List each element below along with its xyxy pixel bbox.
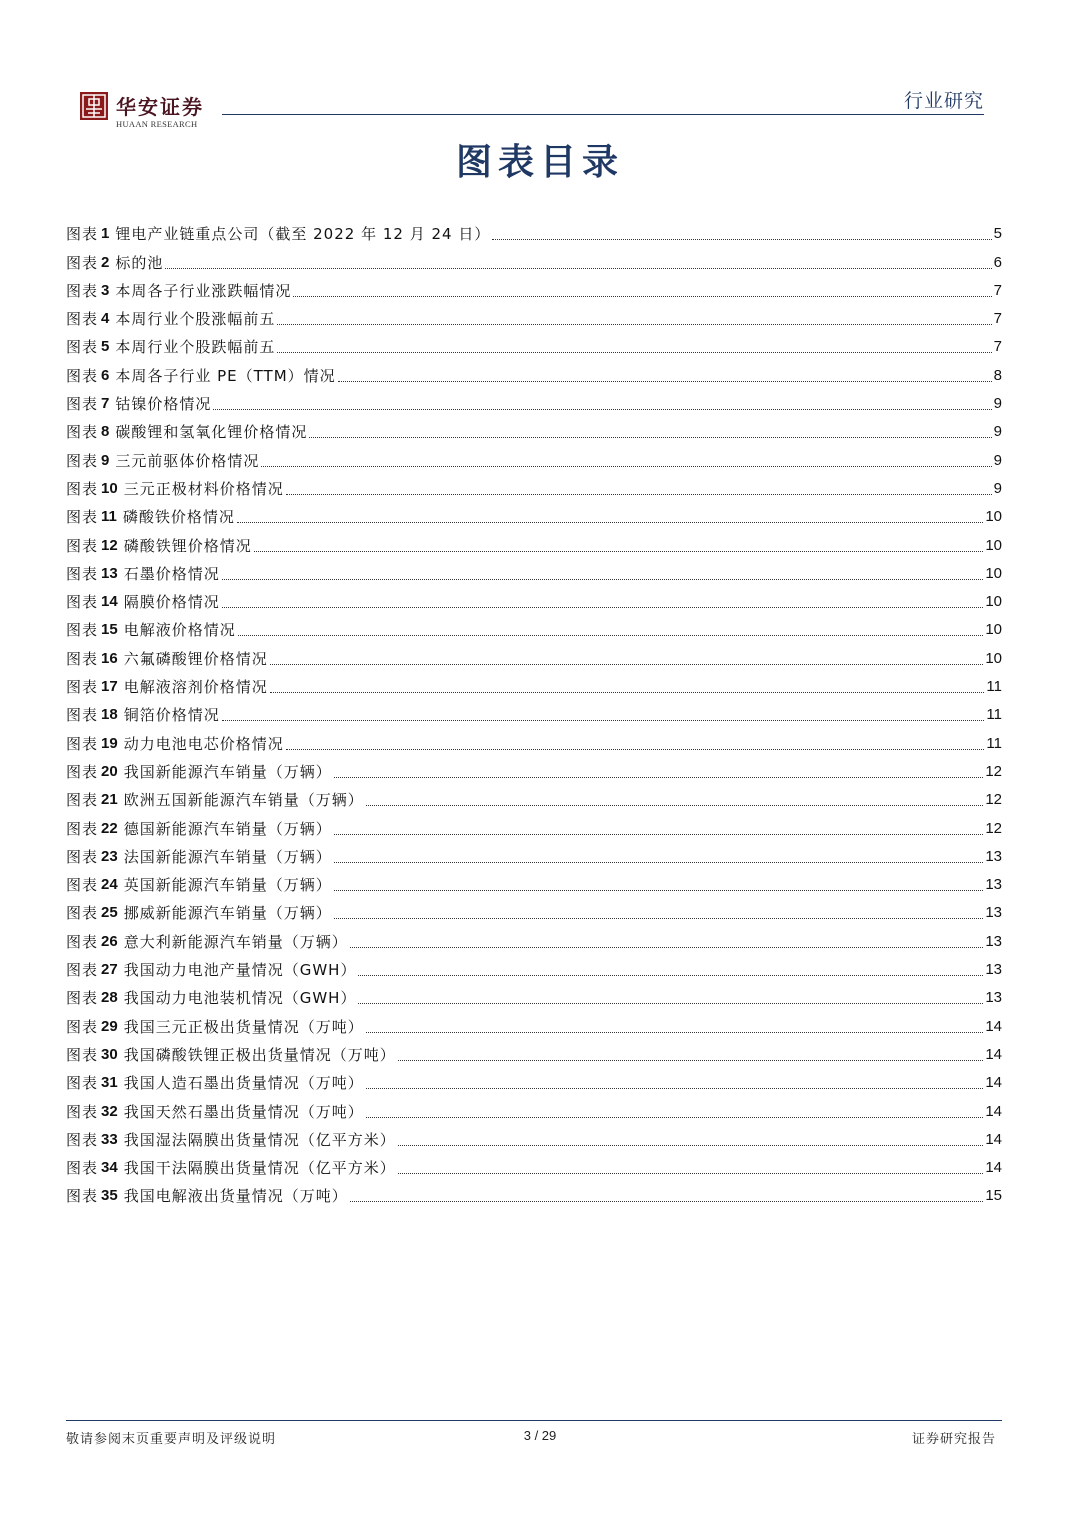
logo-text-cn: 华安证券 (116, 95, 204, 119)
toc-entry-label: 图表 (66, 762, 99, 781)
toc-entry-number: 26 (101, 932, 118, 950)
toc-entry-number: 25 (101, 904, 118, 922)
footer-divider (66, 1420, 1002, 1421)
toc-entry[interactable] (66, 867, 1002, 895)
toc-entry-title: 我国新能源汽车销量（万辆） (123, 762, 332, 781)
toc-entry-number: 8 (101, 423, 110, 441)
toc-entry-page: 6 (993, 253, 1002, 271)
toc-entry-page: 7 (993, 338, 1002, 356)
toc-entry-title: 石墨价格情况 (123, 564, 220, 583)
toc-dot-leader (350, 1200, 984, 1202)
toc-entry[interactable] (66, 1037, 1002, 1065)
toc-entry-page: 12 (985, 819, 1002, 837)
toc-entry-number: 6 (101, 366, 110, 384)
toc-entry[interactable] (66, 1122, 1002, 1150)
toc-entry[interactable] (66, 754, 1002, 782)
toc-dot-leader (261, 465, 991, 467)
toc-dot-leader (277, 323, 991, 325)
toc-dot-leader (237, 521, 983, 523)
toc-entry[interactable] (66, 612, 1002, 640)
toc-entry[interactable] (66, 1008, 1002, 1036)
toc-entry-title: 碳酸锂和氢氧化锂价格情况 (115, 423, 308, 442)
toc-entry-title: 我国动力电池产量情况（GWH） (123, 961, 357, 980)
toc-entry[interactable] (66, 414, 1002, 442)
toc-entry-label: 图表 (66, 338, 99, 357)
toc-entry-page: 9 (993, 479, 1002, 497)
toc-entry-title: 我国人造石墨出货量情况（万吨） (123, 1074, 364, 1093)
toc-dot-leader (334, 917, 984, 919)
toc-entry-number: 33 (101, 1130, 118, 1148)
logo-text-en: HUAAN RESEARCH (116, 119, 198, 129)
toc-entry-page: 15 (985, 1187, 1002, 1205)
toc-entry-title: 三元前驱体价格情况 (115, 451, 260, 470)
toc-entry-page: 5 (993, 225, 1002, 243)
toc-entry-title: 电解液价格情况 (123, 621, 236, 640)
toc-entry-label: 图表 (66, 847, 99, 866)
report-type-label: 行业研究 (903, 90, 984, 112)
page-header (0, 0, 1080, 130)
toc-entry-label: 图表 (66, 1017, 99, 1036)
toc-dot-leader (334, 776, 984, 778)
toc-entry-title: 标的池 (115, 253, 164, 272)
toc-entry-number: 21 (101, 791, 118, 809)
toc-entry-label: 图表 (66, 593, 99, 612)
toc-entry-page: 7 (993, 310, 1002, 328)
toc-entry-label: 图表 (66, 536, 99, 555)
toc-entry-label: 图表 (66, 989, 99, 1008)
toc-entry[interactable] (66, 640, 1002, 668)
toc-entry-number: 14 (101, 593, 118, 611)
toc-entry-number: 5 (101, 338, 110, 356)
toc-entry[interactable] (66, 697, 1002, 725)
toc-entry-page: 11 (986, 706, 1002, 724)
toc-entry-page: 10 (985, 536, 1002, 554)
toc-entry-page: 7 (993, 281, 1002, 299)
toc-entry[interactable] (66, 1093, 1002, 1121)
toc-entry-page: 11 (986, 734, 1002, 752)
toc-entry-title: 三元正极材料价格情况 (123, 479, 284, 498)
toc-entry-number: 12 (101, 536, 118, 554)
toc-dot-leader (398, 1172, 984, 1174)
toc-dot-leader (366, 1087, 984, 1089)
toc-dot-leader (358, 974, 983, 976)
toc-entry-page: 14 (985, 1159, 1002, 1177)
toc-dot-leader (334, 861, 984, 863)
toc-entry-label: 图表 (66, 366, 99, 385)
toc-dot-leader (492, 238, 991, 240)
toc-entry[interactable] (66, 329, 1002, 357)
toc-entry-page: 14 (985, 1074, 1002, 1092)
toc-dot-leader (286, 748, 985, 750)
toc-entry[interactable] (66, 499, 1002, 527)
toc-dot-leader (358, 1002, 983, 1004)
toc-dot-leader (165, 267, 991, 269)
toc-entry[interactable] (66, 895, 1002, 923)
toc-entry-page: 12 (985, 791, 1002, 809)
footer-report-type: 证券研究报告 (911, 1432, 996, 1447)
toc-entry-title: 我国湿法隔膜出货量情况（亿平方米） (123, 1130, 396, 1149)
toc-entry-page: 12 (985, 762, 1002, 780)
toc-entry-label: 图表 (66, 1130, 99, 1149)
toc-entry-page: 11 (986, 678, 1002, 696)
toc-entry-label: 图表 (66, 479, 99, 498)
toc-entry-label: 图表 (66, 310, 99, 329)
toc-entry-title: 六氟磷酸锂价格情况 (123, 649, 268, 668)
footer-disclaimer: 敬请参阅末页重要声明及评级说明 (66, 1432, 277, 1447)
toc-entry[interactable] (66, 725, 1002, 753)
toc-entry-title: 本周行业个股跌幅前五 (115, 338, 276, 357)
toc-entry-number: 3 (101, 281, 110, 299)
toc-entry-label: 图表 (66, 961, 99, 980)
toc-entry-label: 图表 (66, 678, 99, 697)
toc-dot-leader (334, 889, 984, 891)
toc-entry-page: 10 (985, 621, 1002, 639)
toc-entry[interactable] (66, 386, 1002, 414)
toc-dot-leader (222, 578, 984, 580)
toc-entry-number: 13 (101, 564, 118, 582)
toc-entry[interactable] (66, 1178, 1002, 1206)
toc-entry-page: 10 (985, 649, 1002, 667)
toc-entry-title: 磷酸铁锂价格情况 (123, 536, 252, 555)
toc-entry[interactable] (66, 556, 1002, 584)
toc-entry[interactable] (66, 584, 1002, 612)
toc-entry-title: 我国天然石墨出货量情况（万吨） (123, 1102, 364, 1121)
toc-entry-title: 法国新能源汽车销量（万辆） (123, 847, 332, 866)
toc-entry-page: 9 (993, 423, 1002, 441)
toc-entry-number: 11 (101, 508, 117, 526)
toc-entry[interactable] (66, 301, 1002, 329)
huaan-logo-icon (80, 92, 108, 120)
toc-entry-number: 1 (101, 225, 110, 243)
toc-entry-label: 图表 (66, 932, 99, 951)
toc-entry-title: 本周行业个股涨幅前五 (115, 310, 276, 329)
toc-entry-number: 30 (101, 1045, 118, 1063)
toc-entry-label: 图表 (66, 564, 99, 583)
toc-entry-label: 图表 (66, 819, 99, 838)
toc-dot-leader (254, 550, 984, 552)
toc-entry-page: 10 (985, 593, 1002, 611)
toc-entry-label: 图表 (66, 791, 99, 810)
toc-entry-number: 27 (101, 961, 118, 979)
toc-entry-page: 14 (985, 1102, 1002, 1120)
toc-dot-leader (398, 1059, 984, 1061)
toc-dot-leader (213, 408, 991, 410)
toc-entry[interactable] (66, 952, 1002, 980)
page-title: 图表目录 (455, 141, 624, 183)
toc-dot-leader (222, 719, 985, 721)
toc-entry-number: 15 (101, 621, 118, 639)
toc-entry-number: 31 (101, 1074, 118, 1092)
toc-entry-label: 图表 (66, 423, 99, 442)
toc-entry[interactable] (66, 669, 1002, 697)
toc-dot-leader (366, 1116, 984, 1118)
toc-entry-title: 锂电产业链重点公司（截至 2022 年 12 月 24 日） (115, 225, 491, 244)
toc-entry-page: 9 (993, 395, 1002, 413)
toc-entry-title: 磷酸铁价格情况 (122, 508, 235, 527)
toc-entry[interactable] (66, 923, 1002, 951)
toc-entry-label: 图表 (66, 1187, 99, 1206)
toc-entry-number: 18 (101, 706, 118, 724)
toc-entry-title: 德国新能源汽车销量（万辆） (123, 819, 332, 838)
toc-dot-leader (270, 691, 985, 693)
toc-entry-number: 20 (101, 762, 118, 780)
toc-entry-label: 图表 (66, 706, 99, 725)
toc-entry[interactable] (66, 273, 1002, 301)
figure-toc-list (66, 216, 1002, 1206)
toc-entry-page: 13 (985, 904, 1002, 922)
toc-entry-title: 我国干法隔膜出货量情况（亿平方米） (123, 1159, 396, 1178)
toc-entry-label: 图表 (66, 1102, 99, 1121)
toc-entry-page: 14 (985, 1130, 1002, 1148)
toc-entry[interactable] (66, 471, 1002, 499)
toc-entry-label: 图表 (66, 1159, 99, 1178)
toc-entry-title: 我国三元正极出货量情况（万吨） (123, 1017, 364, 1036)
toc-entry-number: 16 (101, 649, 118, 667)
toc-entry-label: 图表 (66, 225, 99, 244)
toc-dot-leader (277, 351, 991, 353)
toc-entry-page: 8 (993, 366, 1002, 384)
toc-entry[interactable] (66, 1065, 1002, 1093)
toc-entry[interactable] (66, 216, 1002, 244)
toc-entry-title: 挪威新能源汽车销量（万辆） (123, 904, 332, 923)
toc-entry-title: 我国磷酸铁锂正极出货量情况（万吨） (123, 1045, 396, 1064)
toc-dot-leader (286, 493, 992, 495)
toc-entry[interactable] (66, 839, 1002, 867)
toc-entry-page: 14 (985, 1045, 1002, 1063)
toc-dot-leader (366, 1031, 984, 1033)
toc-dot-leader (366, 804, 984, 806)
toc-entry[interactable] (66, 810, 1002, 838)
toc-entry-label: 图表 (66, 1045, 99, 1064)
toc-dot-leader (334, 833, 984, 835)
toc-entry-label: 图表 (66, 649, 99, 668)
toc-entry-page: 9 (993, 451, 1002, 469)
toc-dot-leader (309, 436, 991, 438)
toc-dot-leader (222, 606, 984, 608)
toc-entry-number: 7 (101, 395, 110, 413)
toc-entry-number: 24 (101, 876, 118, 894)
toc-entry-page: 10 (985, 564, 1002, 582)
toc-entry-number: 2 (101, 253, 110, 271)
toc-entry-label: 图表 (66, 395, 99, 414)
toc-entry-page: 10 (985, 508, 1002, 526)
toc-entry-title: 本周各子行业涨跌幅情况 (115, 281, 292, 300)
toc-dot-leader (293, 295, 991, 297)
toc-dot-leader (398, 1144, 984, 1146)
toc-entry[interactable] (66, 442, 1002, 470)
toc-entry-label: 图表 (66, 253, 99, 272)
toc-entry-number: 35 (101, 1187, 118, 1205)
toc-entry-label: 图表 (66, 451, 99, 470)
toc-entry-label: 图表 (66, 904, 99, 923)
toc-entry-number: 10 (101, 479, 118, 497)
toc-entry-number: 32 (101, 1102, 118, 1120)
toc-dot-leader (338, 380, 992, 382)
toc-entry-title: 隔膜价格情况 (123, 593, 220, 612)
toc-entry[interactable] (66, 244, 1002, 272)
toc-entry-number: 22 (101, 819, 118, 837)
toc-entry-page: 14 (985, 1017, 1002, 1035)
toc-entry-number: 4 (101, 310, 110, 328)
toc-entry-number: 17 (101, 678, 118, 696)
toc-entry-number: 28 (101, 989, 118, 1007)
toc-dot-leader (350, 946, 984, 948)
toc-entry-number: 29 (101, 1017, 118, 1035)
toc-entry-title: 动力电池电芯价格情况 (123, 734, 284, 753)
toc-entry-title: 我国电解液出货量情况（万吨） (123, 1187, 348, 1206)
toc-entry-title: 欧洲五国新能源汽车销量（万辆） (123, 791, 364, 810)
company-logo (80, 92, 210, 132)
toc-entry-title: 铜箔价格情况 (123, 706, 220, 725)
toc-entry-label: 图表 (66, 281, 99, 300)
toc-entry-number: 19 (101, 734, 118, 752)
toc-dot-leader (270, 663, 984, 665)
toc-entry[interactable] (66, 357, 1002, 385)
toc-entry[interactable] (66, 1150, 1002, 1178)
toc-entry-title: 意大利新能源汽车销量（万辆） (123, 932, 348, 951)
toc-entry-page: 13 (985, 932, 1002, 950)
toc-dot-leader (238, 634, 984, 636)
toc-entry-page: 13 (985, 847, 1002, 865)
toc-entry-label: 图表 (66, 734, 99, 753)
toc-entry-label: 图表 (66, 621, 99, 640)
toc-entry-label: 图表 (66, 508, 99, 527)
page-number: 3 / 29 (523, 1428, 557, 1443)
toc-entry-label: 图表 (66, 1074, 99, 1093)
toc-entry-number: 34 (101, 1159, 118, 1177)
header-divider (222, 114, 984, 115)
toc-entry-number: 9 (101, 451, 110, 469)
toc-entry-page: 13 (985, 989, 1002, 1007)
toc-entry-title: 我国动力电池装机情况（GWH） (123, 989, 357, 1008)
toc-entry-number: 23 (101, 847, 118, 865)
toc-entry-page: 13 (985, 961, 1002, 979)
toc-entry-title: 钴镍价格情况 (115, 395, 212, 414)
toc-entry-page: 13 (985, 876, 1002, 894)
toc-entry-title: 电解液溶剂价格情况 (123, 678, 268, 697)
toc-entry[interactable] (66, 980, 1002, 1008)
toc-entry-label: 图表 (66, 876, 99, 895)
toc-entry-title: 英国新能源汽车销量（万辆） (123, 876, 332, 895)
toc-entry-title: 本周各子行业 PE（TTM）情况 (115, 366, 336, 385)
toc-entry[interactable] (66, 527, 1002, 555)
toc-entry[interactable] (66, 782, 1002, 810)
